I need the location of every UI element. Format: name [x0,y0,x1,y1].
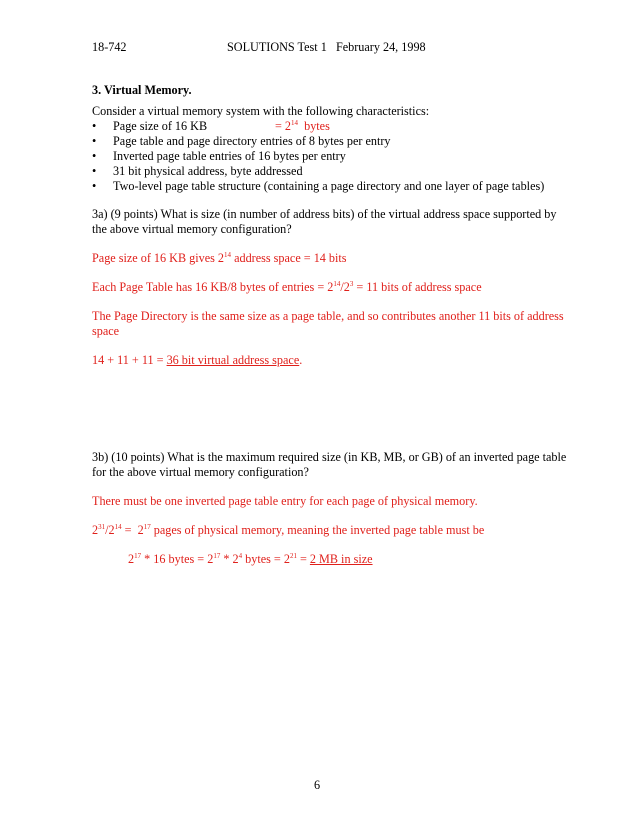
q3a-a2-pre: Each Page Table has 16 KB/8 bytes of entries = 2 [92,280,334,294]
q3a-line1: 3a) (9 points) What is size (in number of address bits) of the virtual address space supported by [92,207,557,221]
bullet-mark: • [92,119,97,133]
q3b-b2-exp3: 17 [143,523,151,531]
header-date: February 24, 1998 [335,40,426,54]
q3a-answer-4 [92,353,302,368]
q3b-b3-mid1: * 16 bytes = 2 [141,552,214,566]
q3b-b2-slash: /2 [105,523,115,537]
q3a-a2-exp2: 3 [349,280,354,288]
q3a-line2: the above virtual memory configuration? [92,222,292,236]
bullet-eq: = 2 [275,119,292,133]
q3a-a2-mid: /2 [340,280,350,294]
header-title [227,40,426,55]
bullet-mark: • [92,149,97,163]
bullet-mark: • [92,134,97,148]
q3b-b2-base: 2 [92,523,99,537]
bullet-mark: • [92,164,97,178]
q3b-b3-exp2: 17 [213,552,221,560]
intro-text: Consider a virtual memory system with the following characteristics: [92,104,430,118]
q3b-line1: 3b) (10 points) What is the maximum required size (in KB, MB, or GB) of an inverted page table [92,450,567,464]
bullet-text: Page size of 16 KB [113,119,208,133]
q3a-a1-post: address space = 14 bits [231,251,347,265]
q3a-a2-exp1: 14 [333,280,341,288]
bullet-text: 31 bit physical address, byte addressed [113,164,303,178]
bullet-unit: bytes [304,119,330,133]
bullet-mark: • [92,179,97,193]
page-number: 6 [314,778,321,792]
q3a-a2-post: = 11 bits of address space [353,280,482,294]
q3b-b3-exp1: 17 [134,552,142,560]
q3b-answer-2 [92,523,484,538]
bullet-text: Two-level page table structure (containing a page directory and one layer of page tables) [113,179,545,193]
q3a-answer-3-line1: The Page Directory is the same size as a page table, and so contributes another 11 bits of address [92,309,564,323]
q3b-answer-3 [128,552,373,567]
q3a-answer-1 [92,251,347,266]
q3b-b3-base: 2 [128,552,135,566]
bullet-exp: 14 [291,119,299,127]
q3a-a1-pre: Page size of 16 KB gives 2 [92,251,225,265]
q3b-line2: for the above virtual memory configuration? [92,465,309,479]
bullet-page-size-value [275,119,330,134]
q3b-b2-eq: = 2 [121,523,144,537]
q3a-a4-pre: 14 + 11 + 11 = [92,353,167,367]
q3b-b3-result: 2 MB in size [309,552,373,566]
q3b-answer-1: There must be one inverted page table entry for each page of physical memory. [92,494,478,508]
q3a-a4-post: . [299,353,303,367]
q3b-b3-exp4: 21 [289,552,297,560]
q3b-b3-exp3: 4 [238,552,243,560]
q3a-a4-result: 36 bit virtual address space [166,353,300,367]
bullet-text: Inverted page table entries of 16 bytes per entry [113,149,346,163]
header-course: 18-742 [92,40,127,54]
q3a-a1-exp: 14 [224,251,232,259]
q3b-b2-exp1: 31 [98,523,106,531]
q3a-answer-2 [92,280,482,295]
q3b-b3-mid4: = [296,552,310,566]
q3b-b3-mid2: * 2 [220,552,239,566]
q3b-b2-post: pages of physical memory, meaning the inverted page table must be [150,523,485,537]
q3b-b3-mid3: bytes = 2 [242,552,290,566]
bullet-text: Page table and page directory entries of 8 bytes per entry [113,134,391,148]
q3a-answer-3-line2: space [92,324,120,338]
q3b-b2-exp2: 14 [114,523,122,531]
section-heading: 3. Virtual Memory. [92,83,192,97]
header-title-text: SOLUTIONS Test 1 [227,40,327,54]
